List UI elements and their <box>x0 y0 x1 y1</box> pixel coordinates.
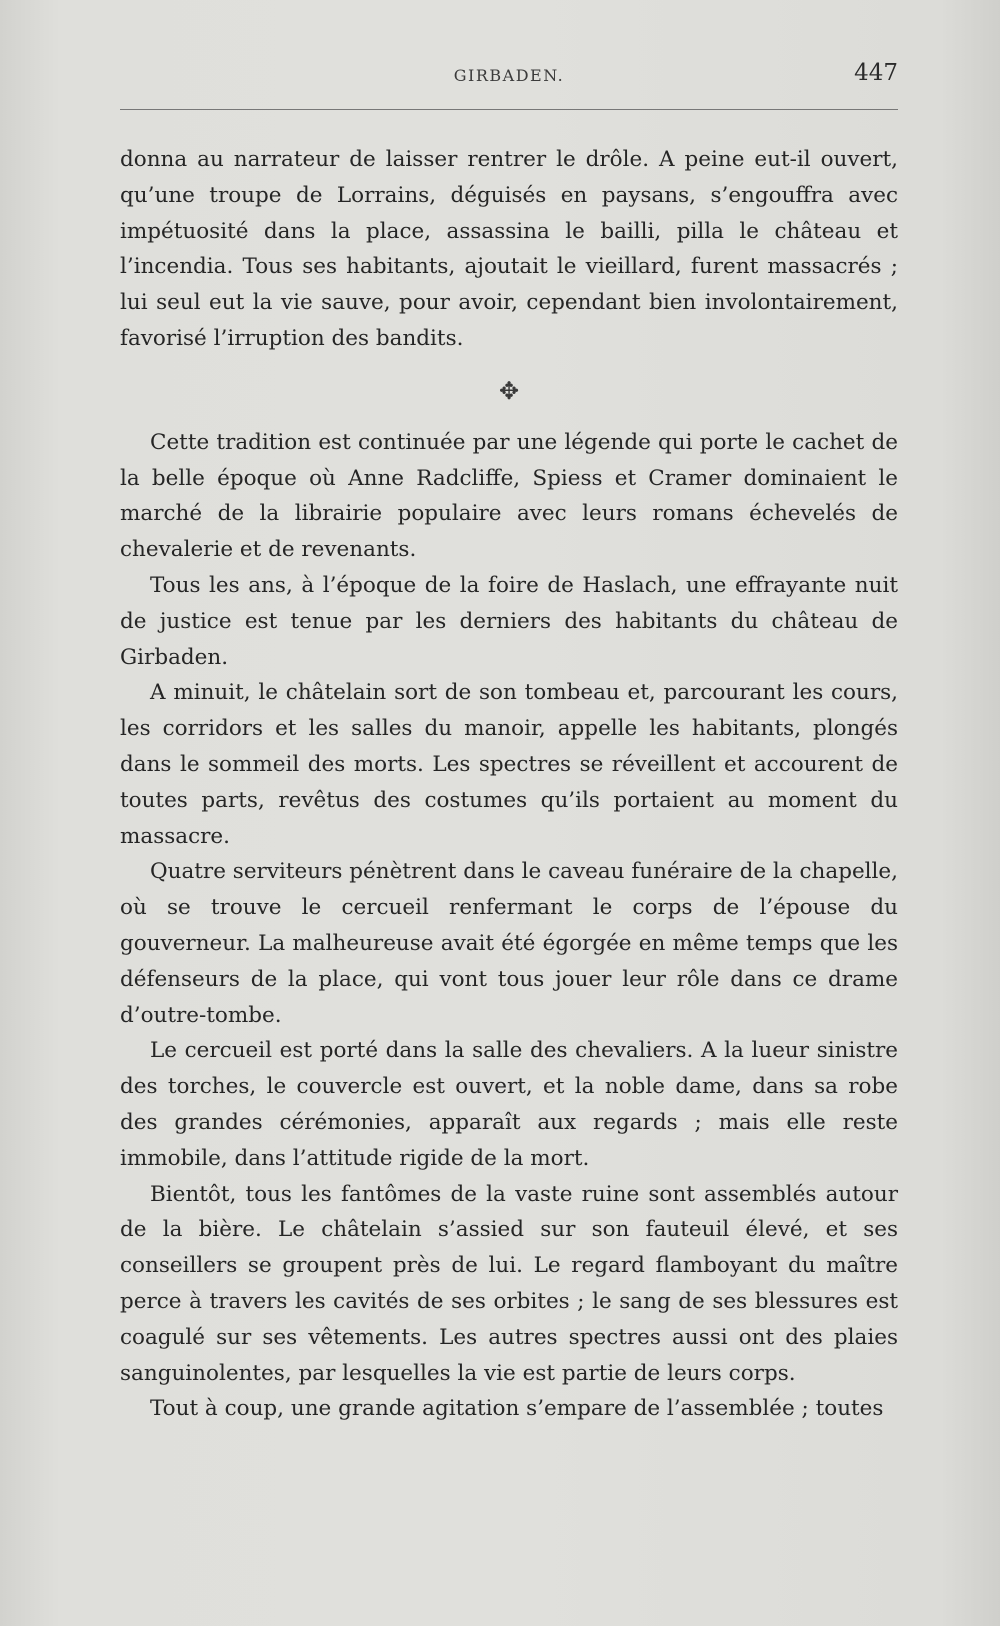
paragraph-continued: donna au narrateur de laisser rentrer le drôle. A peine eut-il ouvert, qu’une troupe de Lorrains, déguisés en paysans, s’engouffra avec impétuosité dans la place, assassina le bailli, pilla le château et l’incendia. Tous ses habitants, ajoutait le vieillard, furent massacrés ; lui seul eut la vie sauve, pour avoir, cependant bien involontairement, favorisé l’irruption des bandits. <box>120 147 898 351</box>
paragraph: Quatre serviteurs pénètrent dans le caveau funéraire de la chapelle, où se trouve le cercueil renfermant le corps de l’épouse du gouverneur. La malheureuse avait été égorgée en même temps que les défenseurs de la place, qui vont tous jouer leur rôle dans ce drame d’outre-tombe. <box>120 859 898 1028</box>
page-number: 447 <box>854 60 898 86</box>
section-ornament <box>120 357 898 425</box>
paragraph: Cette tradition est continuée par une légende qui porte le cachet de la belle époque où Anne Radcliffe, Spiess et Cramer dominaient le marché de la librairie populaire avec leurs romans échevelés de chevalerie et de revenants. <box>120 429 898 563</box>
header-rule <box>120 109 898 110</box>
paragraph: Bientôt, tous les fantômes de la vaste ruine sont assemblés autour de la bière. Le châtelain s’assied sur son fauteuil élevé, et ses conseillers se groupent près de lui. Le regard flamboyant du maître perce à travers les cavités de ses orbites ; le sang de ses blessures est coagulé sur ses vêtements. Les autres spectres aussi ont des plaies sanguinolentes, par lesquelles la vie est partie de leurs corps. <box>120 1181 898 1386</box>
paragraph: Le cercueil est porté dans la salle des chevaliers. A la lueur sinistre des torches, le couvercle est ouvert, et la noble dame, dans sa robe des grandes cérémonies, apparaît aux regards ; mais elle reste immobile, dans l’attitude rigide de la mort. <box>120 1038 898 1171</box>
body-text <box>120 142 898 1427</box>
paragraph: Tout à coup, une grande agitation s’empare de l’assemblée ; toutes <box>150 1396 884 1422</box>
fleuron-icon: ✥ <box>498 376 520 405</box>
running-head <box>120 58 898 94</box>
paragraph: Tous les ans, à l’époque de la foire de Haslach, une effrayante nuit de justice est tenue par les derniers des habitants du château de Girbaden. <box>120 572 898 670</box>
running-title: GIRBADEN. <box>453 66 565 85</box>
paragraph: A minuit, le châtelain sort de son tombeau et, parcourant les cours, les corridors et les salles du manoir, appelle les habitants, plongés dans le sommeil des morts. Les spectres se réveillent et accourent de toutes parts, revêtus des costumes qu’ils portaient au moment du massacre. <box>120 680 898 849</box>
